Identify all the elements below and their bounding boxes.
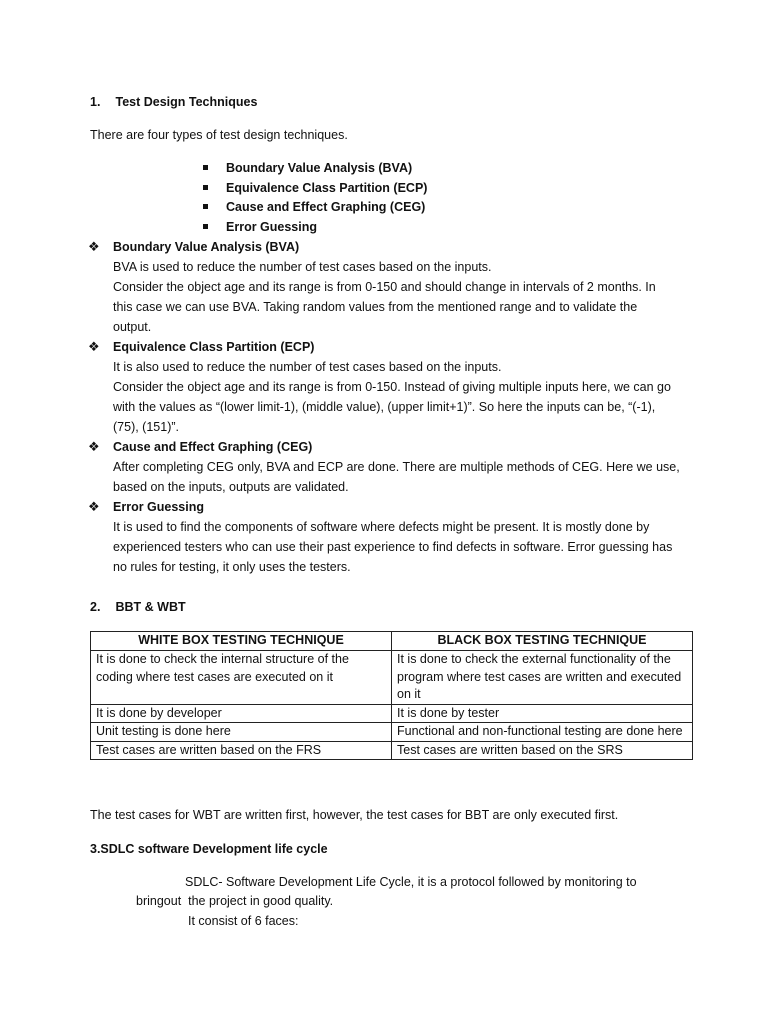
section-1-heading bbox=[90, 92, 257, 112]
technique-line: no rules for testing, it only uses the testers. bbox=[113, 560, 351, 574]
section-1-intro: There are four types of test design techniques. bbox=[90, 128, 348, 142]
table-header-row bbox=[91, 632, 693, 651]
technique-title: Equivalence Class Partition (ECP) bbox=[113, 340, 315, 354]
square-bullet-icon bbox=[203, 185, 208, 190]
list-item: Equivalence Class Partition (ECP) bbox=[200, 178, 427, 198]
list-item: Boundary Value Analysis (BVA) bbox=[200, 158, 427, 178]
diamond-bullet-icon: ❖ bbox=[88, 499, 100, 514]
section-2-note: The test cases for WBT are written first, however, the test cases for BBT are only executed first. bbox=[90, 808, 619, 822]
table-row bbox=[91, 704, 693, 723]
section-2-title: BBT & WBT bbox=[115, 600, 186, 614]
diamond-bullet-icon: ❖ bbox=[88, 239, 100, 254]
technique-bva bbox=[88, 237, 688, 337]
section-3-heading: 3.SDLC software Development life cycle bbox=[90, 842, 328, 856]
section-3-line-1: SDLC- Software Development Life Cycle, it is a protocol followed by monitoring to bbox=[185, 875, 637, 889]
section-1-title: Test Design Techniques bbox=[115, 95, 258, 109]
section-3-line-2: bringout the project in good quality. bbox=[136, 894, 334, 908]
technique-line: It is also used to reduce the number of test cases based on the inputs. bbox=[113, 360, 502, 374]
section-3-line-3: It consist of 6 faces: bbox=[188, 914, 299, 928]
comparison-table bbox=[90, 631, 693, 760]
technique-line: output. bbox=[113, 320, 152, 334]
table-cell: It is done to check the internal structure of the coding where test cases are executed on it bbox=[91, 651, 392, 705]
technique-line: BVA is used to reduce the number of test cases based on the inputs. bbox=[113, 260, 492, 274]
diamond-bullet-icon: ❖ bbox=[88, 339, 100, 354]
technique-title: Error Guessing bbox=[113, 500, 204, 514]
table-cell: Unit testing is done here bbox=[91, 723, 392, 742]
table-cell: Test cases are written based on the SRS bbox=[392, 741, 693, 760]
table-row bbox=[91, 651, 693, 705]
technique-line: with the values as “(lower limit-1), (middle value), (upper limit+1)”. So here the inputs can be, “(-1), bbox=[113, 400, 656, 414]
table-header-cell: BLACK BOX TESTING TECHNIQUE bbox=[392, 632, 693, 651]
technique-line: It is used to find the components of software where defects might be present. It is mostly done by bbox=[113, 520, 650, 534]
technique-title: Boundary Value Analysis (BVA) bbox=[113, 240, 300, 254]
square-bullet-icon bbox=[203, 224, 208, 229]
technique-line: (75), (151)”. bbox=[113, 420, 179, 434]
technique-line: experienced testers who can use their past experience to find defects in software. Error guessing has bbox=[113, 540, 673, 554]
diamond-bullet-icon: ❖ bbox=[88, 439, 100, 454]
list-item: Error Guessing bbox=[200, 217, 427, 237]
square-bullet-icon bbox=[203, 204, 208, 209]
table-cell: Functional and non-functional testing are done here bbox=[392, 723, 693, 742]
section-2-heading bbox=[90, 597, 186, 617]
technique-line: based on the inputs, outputs are validated. bbox=[113, 480, 349, 494]
section-1-number: 1. bbox=[90, 95, 101, 109]
table-cell: It is done to check the external functionality of the program where test cases are written and executed on it bbox=[392, 651, 693, 705]
table-row bbox=[91, 723, 693, 742]
technique-ecp bbox=[88, 337, 688, 437]
technique-bullet-list bbox=[200, 158, 427, 236]
technique-line: Consider the object age and its range is from 0-150. Instead of giving multiple inputs here, we can go bbox=[113, 380, 671, 394]
technique-line: After completing CEG only, BVA and ECP are done. There are multiple methods of CEG. Here we use, bbox=[113, 460, 680, 474]
technique-line: this case we can use BVA. Taking random values from the mentioned range and to validate the bbox=[113, 300, 638, 314]
table-cell: It is done by developer bbox=[91, 704, 392, 723]
table-cell: It is done by tester bbox=[392, 704, 693, 723]
table-row bbox=[91, 741, 693, 760]
square-bullet-icon bbox=[203, 165, 208, 170]
technique-line: Consider the object age and its range is from 0-150 and should change in intervals of 2 months. In bbox=[113, 280, 656, 294]
technique-ceg bbox=[88, 437, 688, 497]
list-item: Cause and Effect Graphing (CEG) bbox=[200, 197, 427, 217]
table-header-cell: WHITE BOX TESTING TECHNIQUE bbox=[91, 632, 392, 651]
table-cell: Test cases are written based on the FRS bbox=[91, 741, 392, 760]
section-2-number: 2. bbox=[90, 600, 101, 614]
technique-title: Cause and Effect Graphing (CEG) bbox=[113, 440, 313, 454]
technique-error-guessing bbox=[88, 497, 688, 577]
